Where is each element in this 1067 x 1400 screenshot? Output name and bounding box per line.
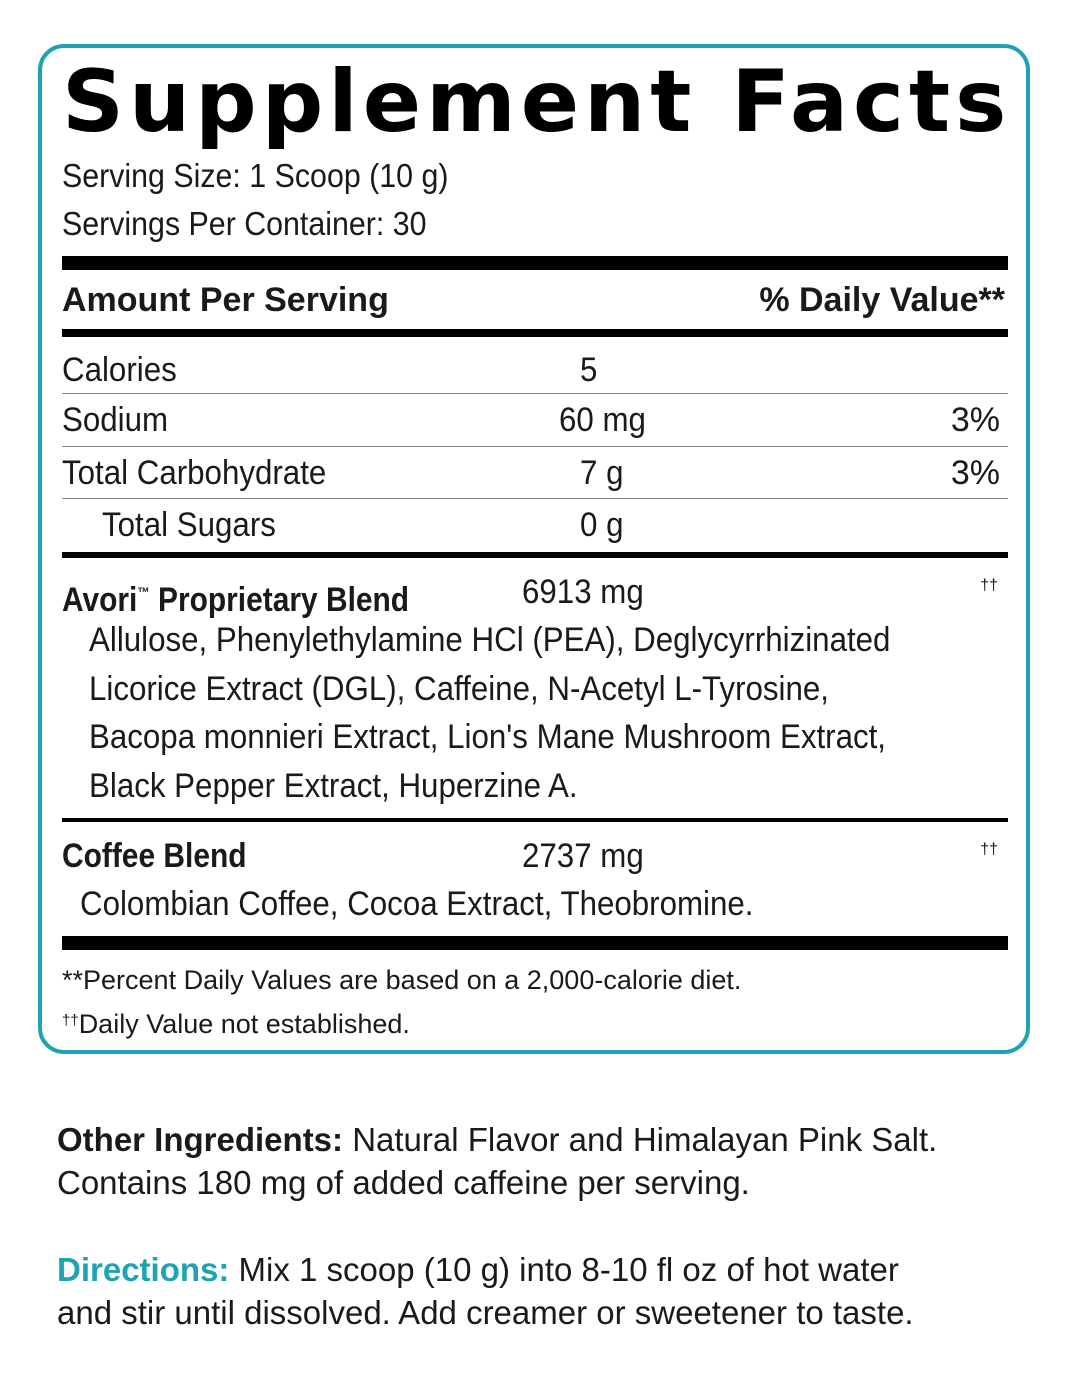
nutrient-amount: 0 g bbox=[580, 506, 624, 544]
nutrient-name: Total Sugars bbox=[102, 506, 276, 544]
serving-size: Serving Size: 1 Scoop (10 g) bbox=[62, 157, 449, 194]
blend-ingredients-avori bbox=[89, 616, 1019, 810]
nutrient-row bbox=[62, 449, 1008, 497]
amount-per-serving-header: Amount Per Serving bbox=[62, 281, 389, 319]
footnote-percent: **Percent Daily Values are based on a 2,000-calorie diet. bbox=[62, 965, 742, 995]
nutrient-amount: 60 mg bbox=[559, 401, 646, 439]
nutrient-name: Total Carbohydrate bbox=[62, 454, 327, 492]
directions-label: Directions: bbox=[57, 1251, 230, 1288]
ingredient-line: Black Pepper Extract, Huperzine A. bbox=[89, 766, 578, 805]
nutrient-dv: 3% bbox=[950, 401, 1000, 439]
servings-per-container: Servings Per Container: 30 bbox=[62, 205, 427, 242]
row-divider bbox=[62, 393, 1008, 394]
blend-amount: 2737 mg bbox=[522, 837, 644, 875]
blend-name: Avori™ Proprietary Blend bbox=[62, 581, 410, 619]
blend-dv: †† bbox=[980, 841, 998, 858]
rule-blends bbox=[62, 818, 1008, 822]
daily-value-header: % Daily Value** bbox=[759, 281, 1005, 319]
thick-rule-header bbox=[62, 329, 1008, 337]
thick-rule-nutrients bbox=[62, 552, 1008, 558]
ingredient-line: Bacopa monnieri Extract, Lion's Mane Mushroom Extract, bbox=[89, 718, 887, 756]
nutrient-name: Sodium bbox=[62, 401, 169, 439]
trademark-symbol: ™ bbox=[137, 584, 150, 600]
ingredient-line: Allulose, Phenylethylamine HCl (PEA), Deglycyrrhizinated bbox=[89, 621, 891, 659]
ingredient-line: Colombian Coffee, Cocoa Extract, Theobromine. bbox=[80, 885, 754, 923]
ingredient-line: Licorice Extract (DGL), Caffeine, N-Acetyl L-Tyrosine, bbox=[89, 669, 829, 708]
blend-amount: 6913 mg bbox=[522, 573, 644, 611]
other-ingredients: Other Ingredients: Natural Flavor and Himalayan Pink Salt. Contains 180 mg of added caffeine per serving. bbox=[57, 1121, 938, 1201]
panel-title: Supplement Facts bbox=[62, 52, 1012, 152]
directions: Directions: Mix 1 scoop (10 g) into 8-10 fl oz of hot water and stir until dissolved. Add creamer or sweetener to taste. bbox=[57, 1251, 914, 1331]
thick-rule-top bbox=[62, 256, 1008, 270]
blend-row-coffee bbox=[62, 834, 1008, 878]
blend-row-avori bbox=[62, 570, 1008, 619]
footnote-dagger: ††Daily Value not established. bbox=[62, 1009, 410, 1039]
nutrient-name: Calories bbox=[62, 351, 177, 389]
thick-rule-bottom bbox=[62, 936, 1008, 950]
nutrient-row bbox=[62, 501, 1008, 549]
row-divider bbox=[62, 446, 1008, 447]
blend-ingredients-coffee bbox=[80, 880, 1010, 929]
other-ingredients-label: Other Ingredients: bbox=[57, 1121, 344, 1158]
nutrient-dv: 3% bbox=[950, 454, 1000, 492]
nutrient-amount: 7 g bbox=[580, 454, 624, 492]
nutrient-amount: 5 bbox=[580, 351, 598, 389]
dagger-symbol: †† bbox=[62, 1012, 79, 1029]
blend-name: Coffee Blend bbox=[62, 837, 247, 875]
nutrient-row bbox=[62, 346, 1008, 394]
nutrient-row bbox=[62, 396, 1008, 444]
blend-dv: †† bbox=[980, 577, 998, 594]
row-divider bbox=[62, 498, 1008, 499]
